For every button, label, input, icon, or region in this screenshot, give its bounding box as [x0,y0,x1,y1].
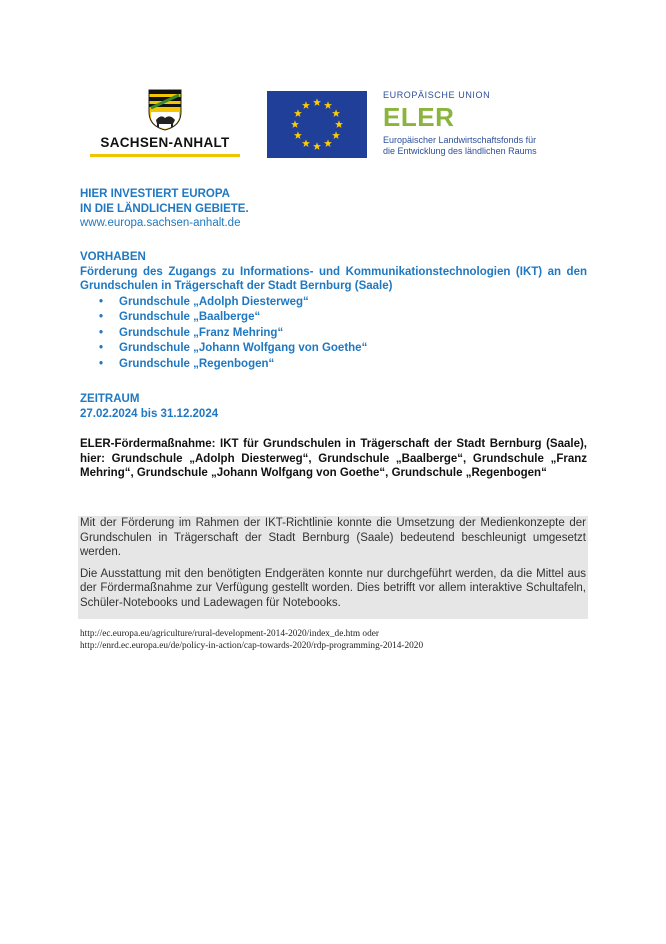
eu-star-icon [324,139,332,147]
school-name: Grundschule „Regenbogen“ [119,357,275,370]
invest-line2: IN DIE LÄNDLICHEN GEBIETE. [80,202,249,215]
zeitraum-heading: ZEITRAUM [80,393,140,405]
list-item [80,341,587,357]
list-item [80,357,587,373]
eu-star-icon [291,120,299,128]
list-item [80,295,587,311]
eu-star-icon [294,131,302,139]
eu-stars-icon [267,91,367,158]
result-box [78,516,588,619]
eu-star-icon [332,109,340,117]
bullet-icon: • [99,357,104,370]
state-underline [90,154,240,157]
school-name: Grundschule „Johann Wolfgang von Goethe“ [119,342,368,354]
result-paragraph-2: Die Ausstattung mit den benötigten Endgeräten konnte nur durchgeführt werden, da die Mittel aus der Fördermaßnahme zur Verfügung gestellt worden. Dies betrifft vor allem interaktive Schultafeln, Schüler-Notebooks und Ladewagen für Notebooks. [80,567,586,609]
measure-text: ELER-Fördermaßnahme: IKT für Grundschulen in Trägerschaft der Stadt Bernburg (Saale), hier: Grundschule „Adolph Diesterweg“, Grundschule „Baalberge“, Grundschule „Franz Mehring“, Grundschule „Johann Wolfgang von Goethe“, Grundschule „Regenbogen“ [80,438,587,479]
bullet-icon: • [99,311,104,323]
school-name: Grundschule „Baalberge“ [119,311,261,323]
source-link-2[interactable]: http://enrd.ec.europa.eu/de/policy-in-action/cap-towards-2020/rdp-programming-2014-2020 [80,641,424,651]
bullet-icon: • [99,295,104,308]
school-name: Grundschule „Franz Mehring“ [119,326,284,339]
vorhaben-section [80,250,587,372]
state-name: SACHSEN-ANHALT [100,135,230,150]
eler-fund-line1: Europäischer Landwirtschaftsfonds für [383,135,537,145]
school-name: Grundschule „Adolph Diesterweg“ [119,295,309,308]
coat-of-arms-icon [147,88,183,132]
eu-star-icon [324,101,332,109]
eler-name: ELER [383,102,455,132]
source-links [80,628,600,652]
eu-star-icon [302,139,310,147]
list-item [80,310,587,326]
eu-flag [267,91,367,158]
eu-union-label: EUROPÄISCHE UNION [383,90,491,100]
list-item [80,326,587,342]
invest-line1: HIER INVESTIERT EUROPA [80,188,230,200]
bullet-icon: • [99,326,104,339]
eu-star-icon [302,101,310,109]
sachsen-anhalt-logo [90,88,240,158]
zeitraum-section [80,392,587,421]
result-paragraph-1: Mit der Förderung im Rahmen der IKT-Richtlinie konnte die Umsetzung der Medienkonzepte der Grundschulen in Trägerschaft der Stadt Bernburg (Saale) bedeutend beschleunigt umgesetzt werden. [80,517,586,558]
eu-star-icon [313,142,321,150]
eu-star-icon [335,120,343,128]
eler-logo [383,90,583,157]
eu-star-icon [332,131,340,139]
school-list [80,295,587,373]
vorhaben-heading: VORHABEN [80,251,146,263]
eu-star-icon [313,98,321,106]
eu-star-icon [294,109,302,117]
bullet-icon: • [99,342,104,354]
zeitraum-dates: 27.02.2024 bis 31.12.2024 [80,407,219,420]
eler-fund-line2: die Entwicklung des ländlichen Raums [383,146,537,156]
invest-url: www.europa.sachsen-anhalt.de [80,217,241,229]
source-link-1[interactable]: http://ec.europa.eu/agriculture/rural-development-2014-2020/index_de.htm oder [80,629,379,639]
vorhaben-description: Förderung des Zugangs zu Informations- und Kommunikationstechnologien (IKT) an den Grundschulen in Trägerschaft der Stadt Bernburg (Saale) [80,265,587,292]
invest-block [80,187,587,231]
